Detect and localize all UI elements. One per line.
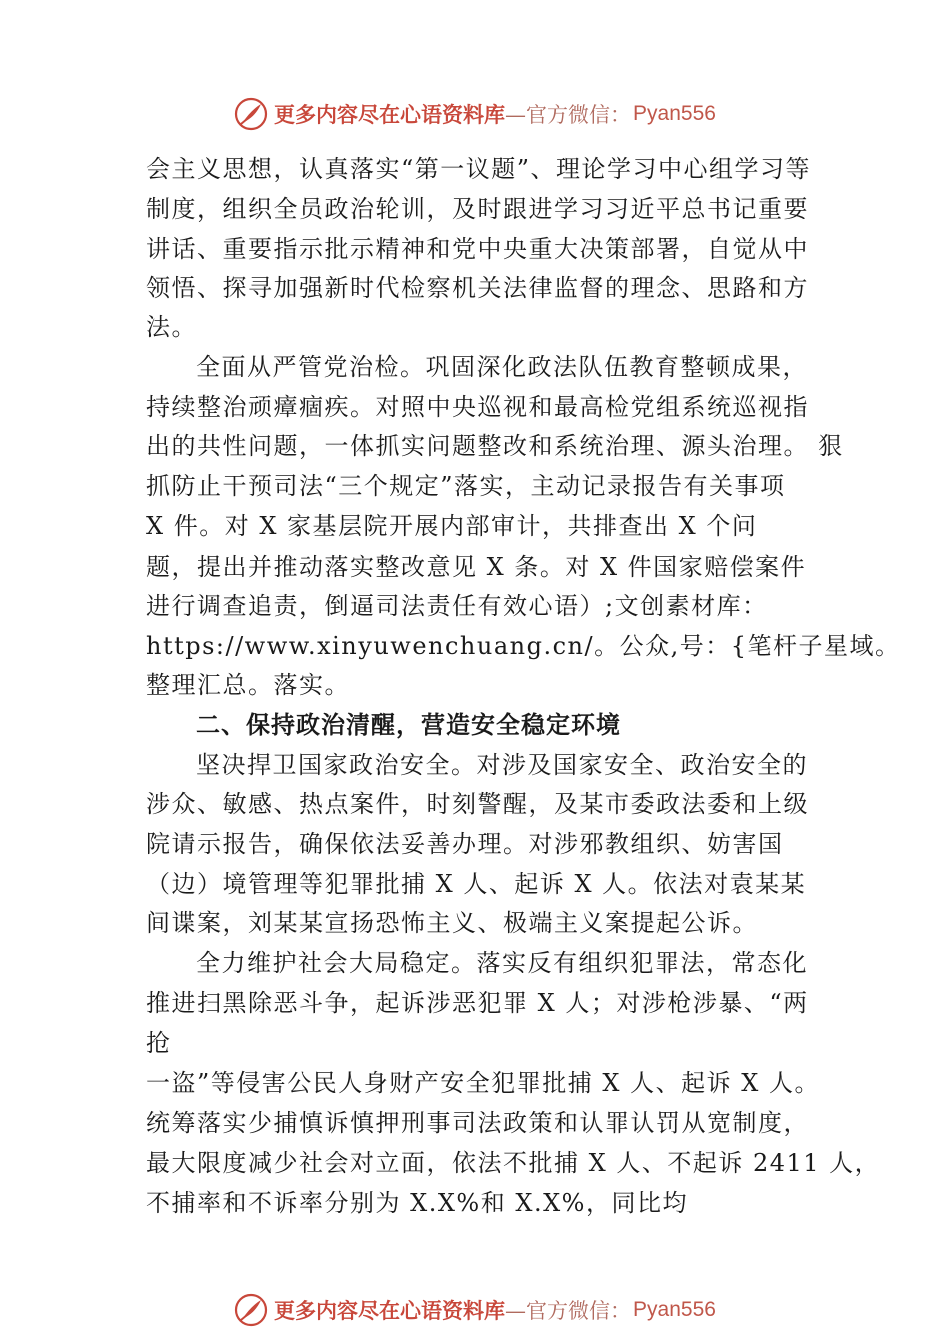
text-line: 讲话、重要指示批示精神和党中央重大决策部署，自觉从中 [146, 235, 809, 263]
banner-wechat-id: Pyan556 [633, 1298, 716, 1321]
header-banner [0, 94, 950, 134]
text-line: 抢 [146, 1029, 172, 1057]
section-heading: 二、保持政治清醒，营造安全稳定环境 [196, 711, 621, 739]
banner-wechat-label: —官方微信： [505, 1299, 632, 1323]
quill-logo-icon [234, 97, 268, 131]
text-line: 会主义思想，认真落实“第一议题”、理论学习中心组学习等 [146, 155, 812, 183]
text-line: https://www.xinyuwenchuang.cn/。公众,号：{笔杆子星域。 [146, 632, 901, 660]
text-line: 不捕率和不诉率分别为 X.X%和 X.X%，同比均 [146, 1189, 688, 1217]
text-line: 法。 [146, 313, 197, 341]
text-line: 制度，组织全员政治轮训，及时跟进学习习近平总书记重要 [146, 195, 809, 223]
text-line: 抓防止干预司法“三个规定”落实，主动记录报告有关事项 [146, 472, 786, 500]
footer-banner [0, 1290, 950, 1330]
text-line: 涉众、敏感、热点案件，时刻警醒，及某市委政法委和上级 [146, 790, 809, 818]
text-line: 题，提出并推动落实整改意见 X 条。对 X 件国家赔偿案件 [146, 553, 807, 581]
text-line: 院请示报告，确保依法妥善办理。对涉邪教组织、妨害国 [146, 830, 784, 858]
text-line: （边）境管理等犯罪批捕 X 人、起诉 X 人。依法对袁某某 [146, 870, 807, 898]
text-line: 领悟、探寻加强新时代检察机关法律监督的理念、思路和方 [146, 274, 809, 302]
banner-brand: 更多内容尽在心语资料库 [274, 1298, 506, 1323]
paragraph-start: 坚决捍卫国家政治安全。对涉及国家安全、政治安全的 [196, 751, 808, 779]
text-line: 一盗”等侵害公民人身财产安全犯罪批捕 X 人、起诉 X 人。 [146, 1069, 820, 1097]
paragraph-start: 全力维护社会大局稳定。落实反有组织犯罪法，常态化 [196, 949, 808, 977]
paragraph-start: 全面从严管党治检。巩固深化政法队伍教育整顿成果， [196, 353, 808, 381]
text-line: X 件。对 X 家基层院开展内部审计，共排查出 X 个问 [146, 512, 758, 540]
quill-logo-icon [234, 1293, 268, 1327]
text-line: 进行调查追责，倒逼司法责任有效心语）;文创素材库： [146, 592, 768, 620]
text-line: 出的共性问题，一体抓实问题整改和系统治理、源头治理。 狠 [146, 432, 844, 460]
text-line: 推进扫黑除恶斗争，起诉涉恶犯罪 X 人；对涉枪涉暴、“两 [146, 989, 809, 1017]
text-line: 统筹落实少捕慎诉慎押刑事司法政策和认罪认罚从宽制度， [146, 1109, 809, 1137]
text-line: 整理汇总。落实。 [146, 671, 350, 699]
banner-brand: 更多内容尽在心语资料库 [274, 102, 506, 127]
text-line: 持续整治顽瘴痼疾。对照中央巡视和最高检党组系统巡视指 [146, 393, 809, 421]
text-line: 最大限度减少社会对立面，依法不批捕 X 人、不起诉 2411 人， [146, 1149, 881, 1177]
banner-wechat-id: Pyan556 [633, 102, 716, 125]
banner-wechat-label: —官方微信： [505, 103, 632, 127]
text-line: 间谍案，刘某某宣扬恐怖主义、极端主义案提起公诉。 [146, 909, 758, 937]
